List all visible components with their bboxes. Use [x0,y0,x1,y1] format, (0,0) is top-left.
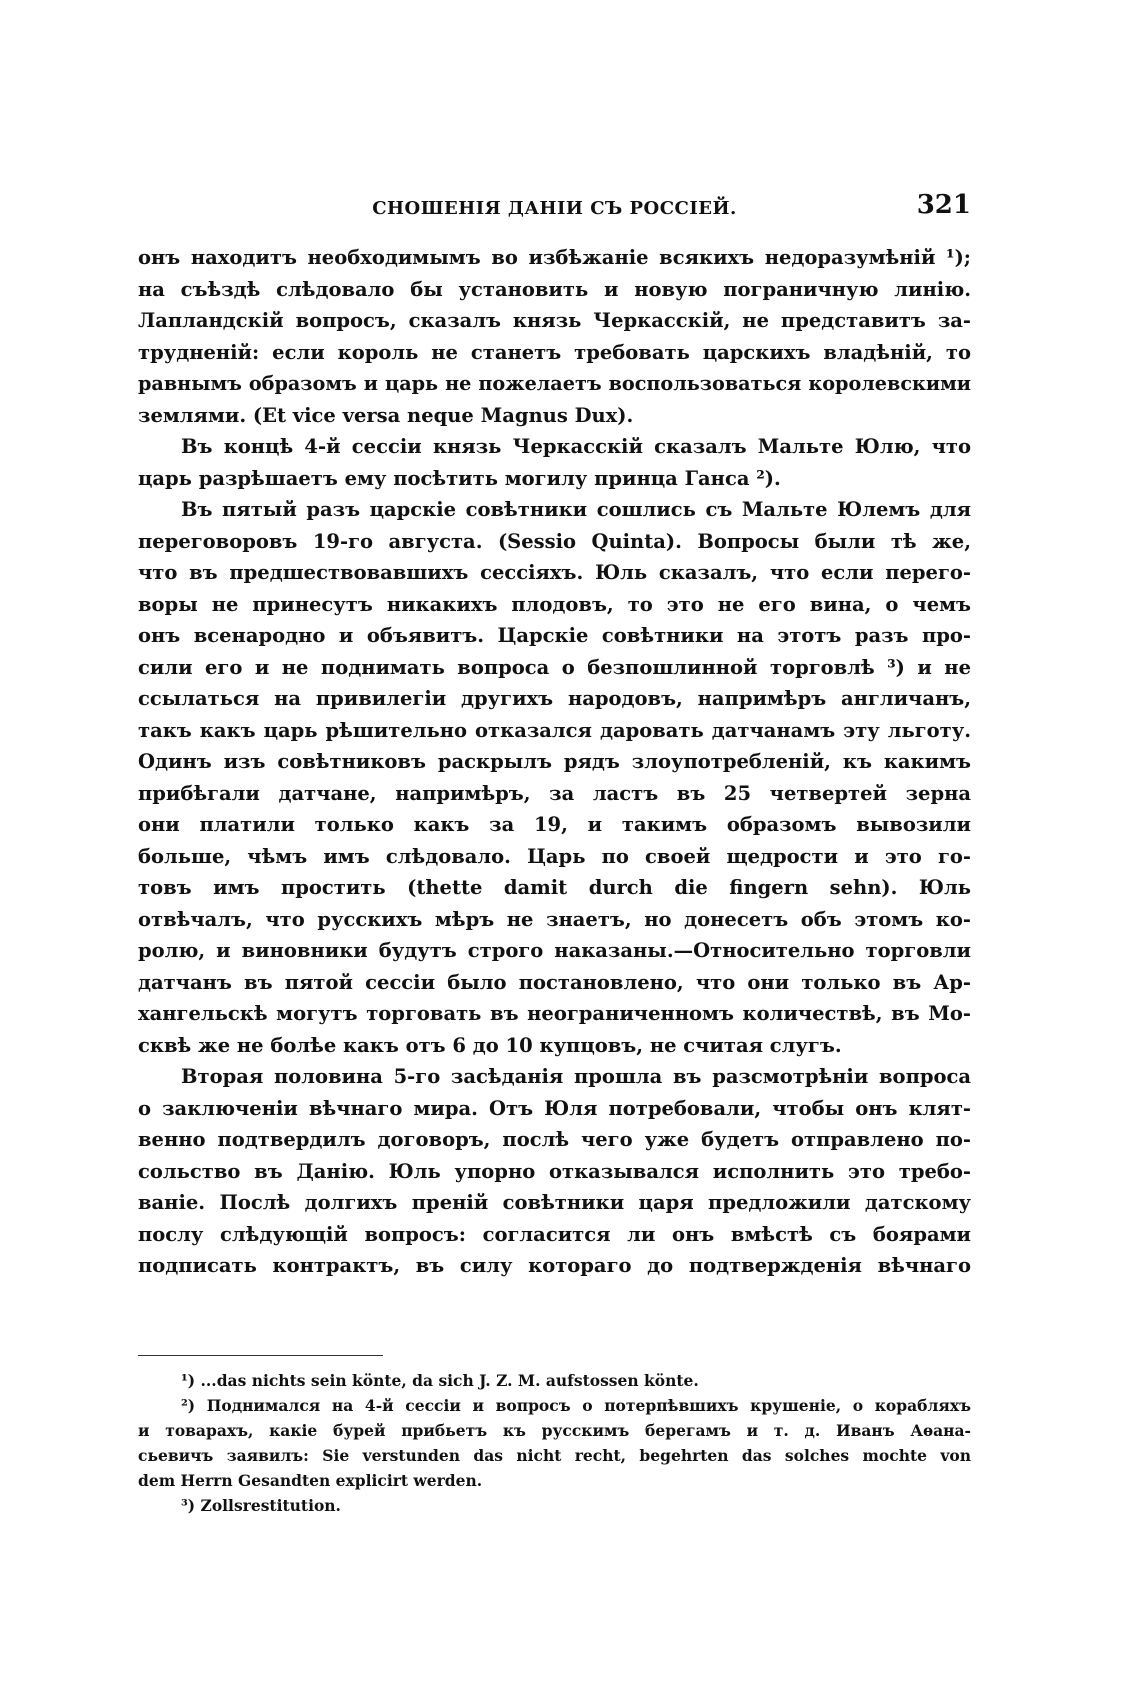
text-line: ваніе. Послѣ долгихъ преній совѣтники царя предложили датскому [138,1191,971,1214]
text-line: Въ пятый разъ царскіе совѣтники сошлись съ Мальте Юлемъ для [181,498,971,521]
text-line: царь разрѣшаетъ ему посѣтить могилу принца Ганса ²). [138,466,781,490]
text-line: такъ какъ царь рѣшительно отказался даровать датчанамъ эту льготу. [138,718,971,742]
footnote-divider [138,1355,383,1356]
text-line: о заключеніи вѣчнаго мира. Отъ Юля потребовали, чтобы онъ клят- [138,1096,971,1120]
text-line: подписать контрактъ, въ силу котораго до подтвержденія вѣчнаго [138,1254,971,1277]
text-line: что въ предшествовавшихъ сессіяхъ. Юль сказалъ, что если перего- [138,561,971,584]
footnote-line: dem Herrn Gesandten explicirt werden. [138,1471,483,1490]
text-line: отвѣчалъ, что русскихъ мѣръ не знаетъ, но донесетъ объ этомъ ко- [138,907,971,931]
text-line: онъ находитъ необходимымъ во избѣжаніе всякихъ недоразумѣній ¹); [138,246,971,269]
text-line: трудненій: если король не станетъ требовать царскихъ владѣній, то [138,340,971,364]
footnote-line: и товарахъ, какіе бурей прибьетъ къ русскимъ берегамъ и т. д. Иванъ Аѳана- [138,1421,971,1440]
text-line: венно подтвердилъ договоръ, послѣ чего уже будетъ отправлено по- [138,1128,971,1151]
text-line: землями. (Et vice versa neque Magnus Dux). [138,403,634,427]
footnote-line: ³) Zollsrestitution. [181,1496,341,1515]
footnote-line: ²) Поднимался на 4-й сессіи и вопросъ о потерпѣвшихъ крушеніе, о корабляхъ [181,1396,971,1415]
running-title: СНОШЕНІЯ ДАНІИ СЪ РОССІЕЙ. [372,198,737,219]
text-line: датчанъ въ пятой сессіи было постановлено, что они только въ Ар- [138,970,971,994]
text-line: сольство въ Данію. Юль упорно отказывался исполнить это требо- [138,1159,971,1183]
text-line: товъ имъ простить (thette damit durch die fingern sehn). Юль [138,876,971,899]
text-line: Въ концѣ 4-й сессіи князь Черкасскій сказалъ Мальте Юлю, что [181,435,971,458]
page-header [138,190,971,230]
text-line: сквѣ же не болѣе какъ отъ 6 до 10 купцовъ, не считая слугъ. [138,1033,842,1057]
text-line: ссылаться на привилегіи другихъ народовъ, напримѣръ англичанъ, [138,687,971,710]
text-line: воры не принесутъ никакихъ плодовъ, то это не его вина, о чемъ [138,592,971,616]
footnote-line: ¹) ...das nichts sein könte, da sich J. Z. M. aufstossen könte. [181,1371,699,1390]
text-line: сили его и не поднимать вопроса о безпошлинной торговлѣ ³) и не [138,655,971,679]
text-line: равнымъ образомъ и царь не пожелаетъ воспользоваться королевскими [138,372,971,395]
text-line: прибѣгали датчане, напримѣръ, за ластъ въ 25 четвертей зерна [138,781,971,805]
text-line: на съѣздѣ слѣдовало бы установить и новую пограничную линію. [138,277,971,301]
text-line: они платили только какъ за 19, и такимъ образомъ вывозили [138,813,971,836]
footnotes [138,1368,971,1518]
main-text [138,242,971,1282]
text-line: переговоровъ 19-го августа. (Sessio Quinta). Вопросы были тѣ же, [138,529,971,553]
footnote-line: сьевичъ заявилъ: Sie verstunden das nicht recht, begehrten das solches mochte von [138,1446,971,1465]
text-line: ролю, и виновники будутъ строго наказаны.—Относительно торговли [138,939,971,962]
text-line: хангельскѣ могутъ торговать въ неограниченномъ количествѣ, въ Мо- [138,1002,971,1025]
text-line: Вторая половина 5-го засѣданія прошла въ разсмотрѣніи вопроса [181,1065,971,1088]
text-line: послу слѣдующій вопросъ: согласится ли онъ вмѣстѣ съ боярами [138,1222,971,1246]
text-line: онъ всенародно и объявитъ. Царскіе совѣтники на этотъ разъ про- [138,624,971,647]
text-line: Одинъ изъ совѣтниковъ раскрылъ рядъ злоупотребленій, къ какимъ [138,750,971,773]
text-line: Лапландскій вопросъ, сказалъ князь Черкасскій, не представитъ за- [138,309,971,332]
page-number: 321 [916,190,971,220]
text-line: больше, чѣмъ имъ слѣдовало. Царь по своей щедрости и это го- [138,844,971,868]
